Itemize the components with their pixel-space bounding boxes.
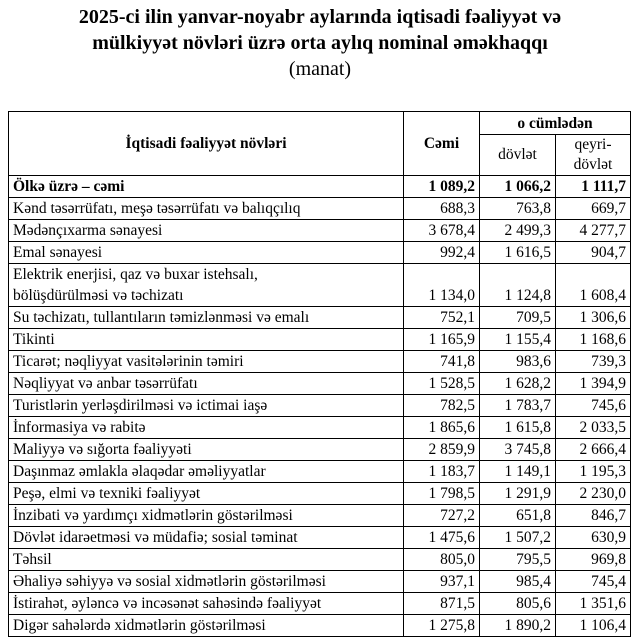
row-nonstate: 1 306,6 (556, 307, 631, 329)
row-total: 871,5 (404, 593, 480, 615)
row-nonstate: 846,7 (556, 505, 631, 527)
row-nonstate: 669,7 (556, 198, 631, 220)
row-state: 1 628,2 (480, 373, 556, 395)
row-state: 1 149,1 (480, 461, 556, 483)
table-row (9, 483, 631, 505)
row-name: Ölkə üzrə – cəmi (9, 176, 404, 198)
row-state: 763,8 (480, 198, 556, 220)
row-state: 985,4 (480, 571, 556, 593)
table-row (9, 395, 631, 417)
row-nonstate: 630,9 (556, 527, 631, 549)
row-total: 992,4 (404, 242, 480, 264)
row-name: Ticarət; nəqliyyat vasitələrinin təmiri (9, 351, 404, 373)
row-state: 1 507,2 (480, 527, 556, 549)
header-total: Cəmi (404, 112, 480, 176)
table-row (9, 417, 631, 439)
table-row (9, 176, 631, 198)
row-state: 1 124,8 (480, 264, 556, 307)
row-total: 3 678,4 (404, 220, 480, 242)
table-row (9, 329, 631, 351)
row-nonstate: 2 033,5 (556, 417, 631, 439)
row-total: 805,0 (404, 549, 480, 571)
row-nonstate: 745,6 (556, 395, 631, 417)
title-line-1: 2025-ci ilin yanvar-noyabr aylarında iqtisadi fəaliyyət və (78, 6, 562, 28)
table-row (9, 461, 631, 483)
table-row (9, 505, 631, 527)
row-total: 741,8 (404, 351, 480, 373)
header-state: dövlət (480, 135, 556, 176)
row-total: 1 475,6 (404, 527, 480, 549)
row-name: Daşınmaz əmlakla əlaqədar əməliyyatlar (9, 461, 404, 483)
row-name: Mədənçıxarma sənayesi (9, 220, 404, 242)
row-total: 2 859,9 (404, 439, 480, 461)
header-nonstate-line-1: qeyri- (574, 136, 612, 153)
table-row (9, 264, 631, 307)
row-name: Turistlərin yerləşdirilməsi və ictimai iaşə (9, 395, 404, 417)
row-state: 2 499,3 (480, 220, 556, 242)
row-total: 688,3 (404, 198, 480, 220)
row-nonstate: 1 106,4 (556, 615, 631, 637)
title-block (0, 0, 640, 106)
table-row (9, 198, 631, 220)
row-state: 1 783,7 (480, 395, 556, 417)
row-state: 1 066,2 (480, 176, 556, 198)
row-name: İnformasiya və rabitə (9, 417, 404, 439)
row-name: İnzibati və yardımçı xidmətlərin göstərilməsi (9, 505, 404, 527)
row-state: 651,8 (480, 505, 556, 527)
row-total: 937,1 (404, 571, 480, 593)
row-total: 1 798,5 (404, 483, 480, 505)
row-name-line-1: Elektrik enerjisi, qaz və buxar istehsalı, (13, 266, 258, 283)
row-name: Nəqliyyat və anbar təsərrüfatı (9, 373, 404, 395)
row-name: Təhsil (9, 549, 404, 571)
row-total: 1 089,2 (404, 176, 480, 198)
row-state: 983,6 (480, 351, 556, 373)
row-nonstate: 1 608,4 (556, 264, 631, 307)
row-total: 782,5 (404, 395, 480, 417)
row-nonstate: 1 168,6 (556, 329, 631, 351)
unit-label: (manat) (288, 58, 352, 80)
table-row (9, 571, 631, 593)
wage-table (8, 111, 631, 637)
table-row (9, 549, 631, 571)
row-total: 727,2 (404, 505, 480, 527)
row-name: Digər sahələrdə xidmətlərin göstərilməsi (9, 615, 404, 637)
title-line-2: mülkiyyət növləri üzrə orta aylıq nominal əməkhaqqı (92, 32, 548, 54)
row-name: Emal sənayesi (9, 242, 404, 264)
row-state: 1 616,5 (480, 242, 556, 264)
row-nonstate: 4 277,7 (556, 220, 631, 242)
table-row (9, 593, 631, 615)
row-state: 1 291,9 (480, 483, 556, 505)
header-row-1 (9, 112, 631, 135)
header-group: o cümlədən (480, 112, 631, 135)
table-row (9, 220, 631, 242)
row-state: 1 615,8 (480, 417, 556, 439)
row-total: 1 134,0 (404, 264, 480, 307)
row-total: 1 183,7 (404, 461, 480, 483)
row-name: Kənd təsərrüfatı, meşə təsərrüfatı və balıqçılıq (9, 198, 404, 220)
row-total: 1 165,9 (404, 329, 480, 351)
row-name: Tikinti (9, 329, 404, 351)
row-nonstate: 1 394,9 (556, 373, 631, 395)
row-name: Su təchizatı, tullantıların təmizlənməsi və emalı (9, 307, 404, 329)
row-nonstate: 739,3 (556, 351, 631, 373)
row-total: 752,1 (404, 307, 480, 329)
row-state: 805,6 (480, 593, 556, 615)
row-total: 1 275,8 (404, 615, 480, 637)
row-name: Peşə, elmi və texniki fəaliyyət (9, 483, 404, 505)
row-nonstate: 745,4 (556, 571, 631, 593)
row-total: 1 865,6 (404, 417, 480, 439)
row-name-line-2: bölüşdürülməsi və təchizatı (13, 287, 184, 304)
row-state: 1 890,2 (480, 615, 556, 637)
row-name: Dövlət idarəetməsi və müdafiə; sosial təminat (9, 527, 404, 549)
row-state: 3 745,8 (480, 439, 556, 461)
table-row (9, 615, 631, 637)
header-activity: İqtisadi fəaliyyət növləri (9, 112, 404, 176)
row-state: 709,5 (480, 307, 556, 329)
row-nonstate: 1 351,6 (556, 593, 631, 615)
row-nonstate: 2 230,0 (556, 483, 631, 505)
header-nonstate-line-2: dövlət (573, 156, 613, 173)
row-name: İstirahət, əyləncə və incəsənət sahəsində fəaliyyət (9, 593, 404, 615)
table-row (9, 242, 631, 264)
table-row (9, 351, 631, 373)
row-nonstate: 904,7 (556, 242, 631, 264)
row-total: 1 528,5 (404, 373, 480, 395)
table-row (9, 439, 631, 461)
row-state: 795,5 (480, 549, 556, 571)
row-nonstate: 1 195,3 (556, 461, 631, 483)
row-nonstate: 2 666,4 (556, 439, 631, 461)
table-row (9, 527, 631, 549)
row-nonstate: 969,8 (556, 549, 631, 571)
table-row (9, 307, 631, 329)
header-nonstate (556, 135, 631, 176)
row-state: 1 155,4 (480, 329, 556, 351)
row-nonstate: 1 111,7 (556, 176, 631, 198)
row-name: Maliyyə və sığorta fəaliyyəti (9, 439, 404, 461)
row-name: Əhaliyə səhiyyə və sosial xidmətlərin göstərilməsi (9, 571, 404, 593)
table-row (9, 373, 631, 395)
row-name (9, 264, 404, 307)
